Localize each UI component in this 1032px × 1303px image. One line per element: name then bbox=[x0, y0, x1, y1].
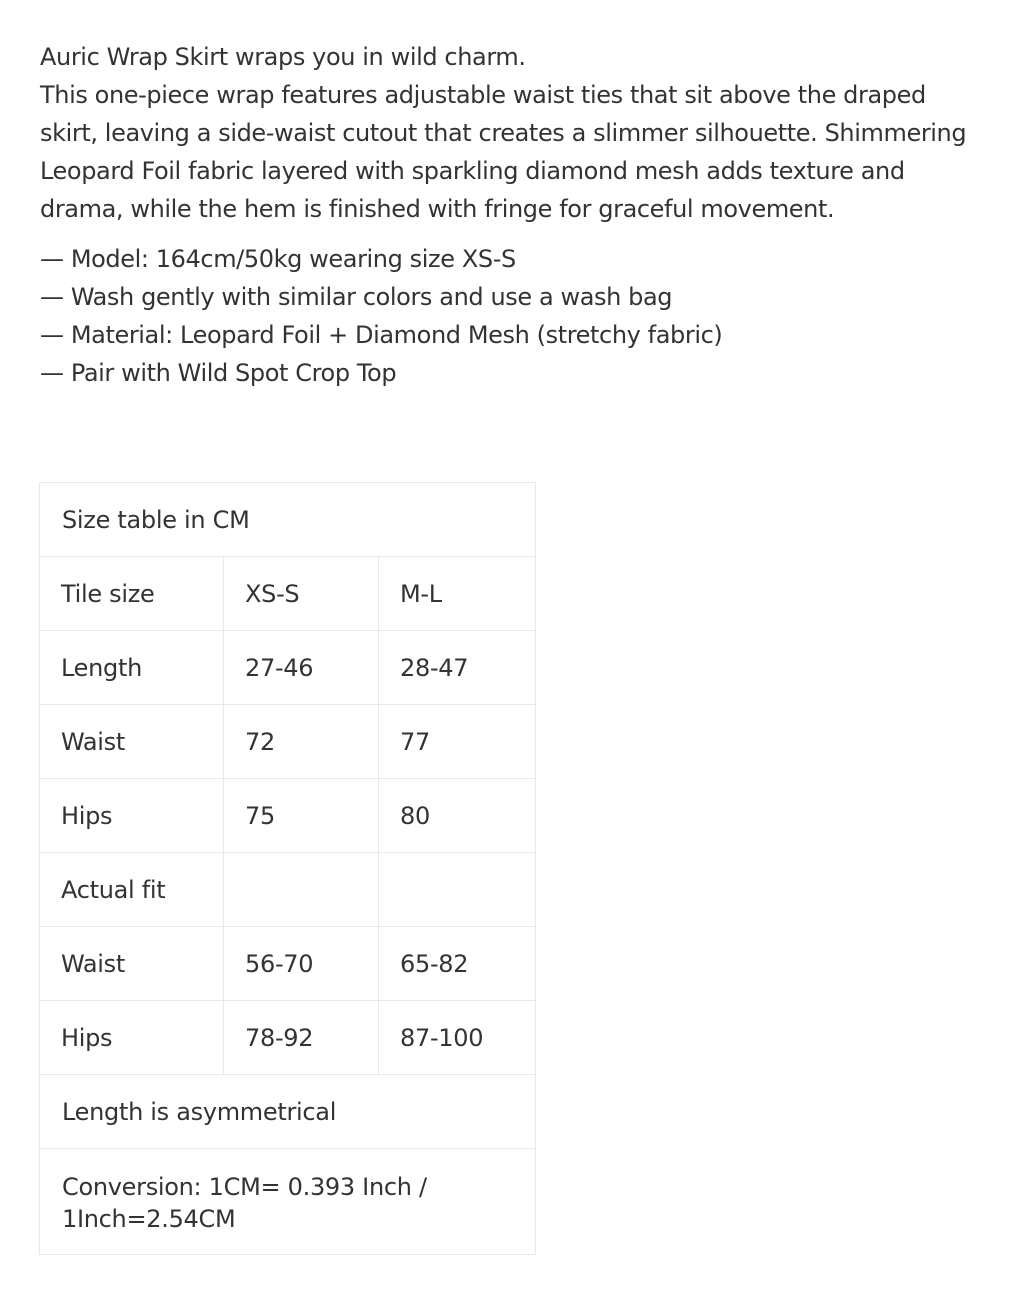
table-row bbox=[40, 705, 536, 779]
table-row bbox=[40, 927, 536, 1001]
table-cell: 77 bbox=[379, 705, 536, 779]
table-row bbox=[40, 1075, 536, 1149]
table-cell: Length bbox=[40, 631, 224, 705]
description-paragraph bbox=[40, 38, 1000, 228]
description-line: drama, while the hem is finished with fringe for graceful movement. bbox=[40, 195, 835, 223]
feature-item: — Wash gently with similar colors and use a wash bag bbox=[40, 283, 673, 311]
table-cell: 65-82 bbox=[379, 927, 536, 1001]
table-cell: 28-47 bbox=[379, 631, 536, 705]
conversion-note: Conversion: 1CM= 0.393 Inch / 1Inch=2.54CM bbox=[40, 1149, 536, 1255]
table-cell: Hips bbox=[40, 779, 224, 853]
table-cell: 27-46 bbox=[224, 631, 379, 705]
table-cell: 56-70 bbox=[224, 927, 379, 1001]
size-table bbox=[39, 482, 536, 1255]
table-header-cell: XS-S bbox=[224, 557, 379, 631]
table-cell: Actual fit bbox=[40, 853, 224, 927]
feature-item: — Pair with Wild Spot Crop Top bbox=[40, 359, 397, 387]
table-cell: 72 bbox=[224, 705, 379, 779]
description-line: Leopard Foil fabric layered with sparkling diamond mesh adds texture and bbox=[40, 157, 905, 185]
table-cell: Waist bbox=[40, 705, 224, 779]
description-line: This one-piece wrap features adjustable waist ties that sit above the draped bbox=[40, 81, 926, 109]
description-line: Auric Wrap Skirt wraps you in wild charm. bbox=[40, 43, 526, 71]
feature-item: — Material: Leopard Foil + Diamond Mesh (stretchy fabric) bbox=[40, 321, 723, 349]
table-row bbox=[40, 631, 536, 705]
table-row bbox=[40, 483, 536, 557]
table-cell: Hips bbox=[40, 1001, 224, 1075]
table-cell: 87-100 bbox=[379, 1001, 536, 1075]
table-cell: 80 bbox=[379, 779, 536, 853]
table-header-cell: Tile size bbox=[40, 557, 224, 631]
table-cell bbox=[224, 853, 379, 927]
product-description bbox=[40, 38, 1000, 392]
table-cell: 78-92 bbox=[224, 1001, 379, 1075]
table-header-row bbox=[40, 557, 536, 631]
table-row bbox=[40, 1149, 536, 1255]
table-row bbox=[40, 853, 536, 927]
feature-item: — Model: 164cm/50kg wearing size XS-S bbox=[40, 245, 516, 273]
feature-list bbox=[40, 240, 1000, 392]
table-cell: 75 bbox=[224, 779, 379, 853]
table-row bbox=[40, 779, 536, 853]
table-row bbox=[40, 1001, 536, 1075]
size-table-title: Size table in CM bbox=[40, 483, 536, 557]
table-cell bbox=[379, 853, 536, 927]
table-cell: Waist bbox=[40, 927, 224, 1001]
length-note: Length is asymmetrical bbox=[40, 1075, 536, 1149]
description-line: skirt, leaving a side-waist cutout that creates a slimmer silhouette. Shimmering bbox=[40, 119, 967, 147]
table-header-cell: M-L bbox=[379, 557, 536, 631]
